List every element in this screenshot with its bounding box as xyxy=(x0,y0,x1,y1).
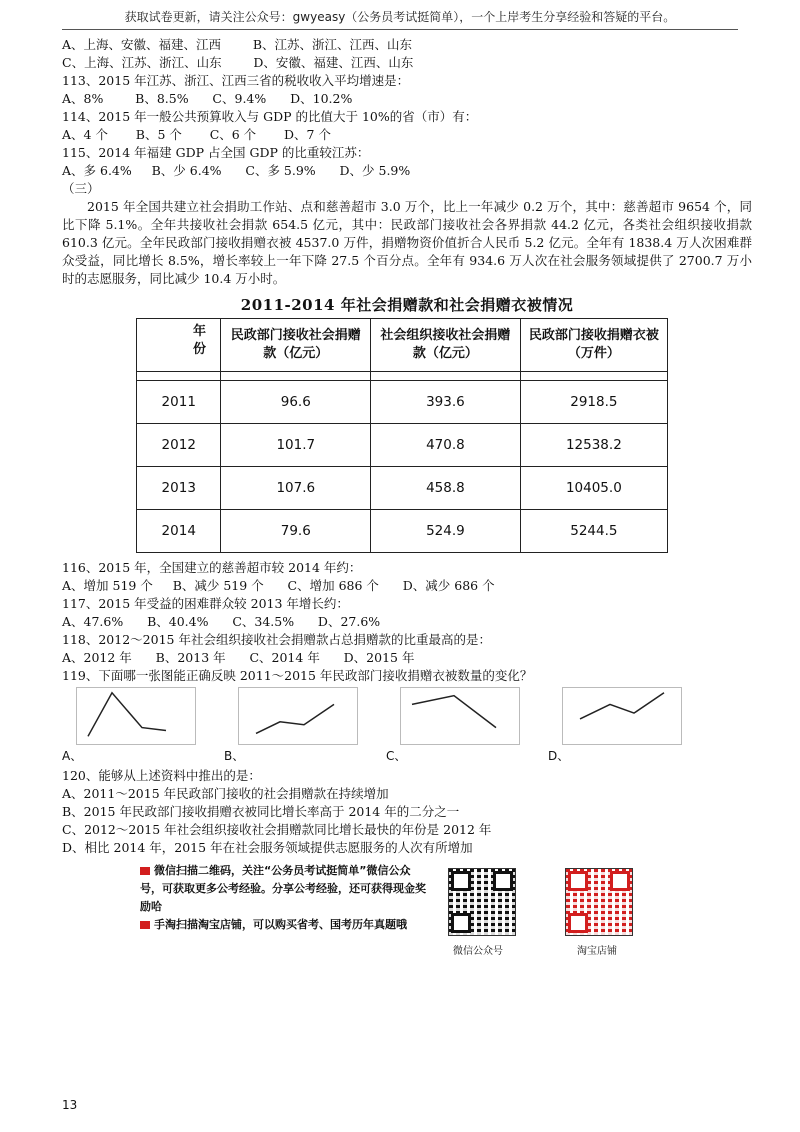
text-line: A、4 个 B、5 个 C、6 个 D、7 个 xyxy=(62,127,331,142)
mini-line-chart xyxy=(562,687,682,745)
text-line: D、相比 2014 年，2015 年在社会服务领域提供志愿服务的人次有所增加 xyxy=(62,840,473,855)
text-line: A、上海、安徽、福建、江西 B、江苏、浙江、江西、山东 xyxy=(62,37,413,52)
promo-text-taobao: 手淘扫描淘宝店铺，可以购买省考、国考历年真题哦 xyxy=(154,918,407,931)
chart-options xyxy=(62,687,752,765)
chart-series-line xyxy=(412,696,496,728)
text-line: A、多 6.4% B、少 6.4% C、多 5.9% D、少 5.9% xyxy=(62,163,411,178)
chart-option-label: C、 xyxy=(386,749,407,763)
question-block-bottom xyxy=(62,767,752,857)
table-row xyxy=(137,510,668,553)
table-cell: 96.6 xyxy=(221,381,371,424)
table-title: 2011-2014 年社会捐赠款和社会捐赠衣被情况 xyxy=(240,296,574,314)
text-line: 114、2015 年一般公共预算收入与 GDP 的比值大于 10%的省（市）有： xyxy=(62,109,478,124)
table-header-cell: 民政部门接收捐赠衣被（万件） xyxy=(520,319,667,372)
text-line: A、增加 519 个 B、减少 519 个 C、增加 686 个 D、减少 686 个 xyxy=(62,578,495,593)
table-cell: 5244.5 xyxy=(520,510,667,553)
table-cell: 470.8 xyxy=(371,424,521,467)
chart-option xyxy=(400,687,520,745)
table-cell: 2013 xyxy=(137,467,221,510)
banner-divider xyxy=(62,29,738,30)
text-line: C、2012～2015 年社会组织接收社会捐赠款同比增长最快的年份是 2012 年 xyxy=(62,822,492,837)
text-line: 115、2014 年福建 GDP 占全国 GDP 的比重较江苏： xyxy=(62,145,370,160)
promo-text-wechat: 微信扫描二维码，关注“公务员考试挺简单”微信公众号，可获取更多公考经验。分享公考经验，还可获得现金奖励哈 xyxy=(140,864,426,913)
chart-frame xyxy=(401,688,520,745)
text-line: 120、能够从上述资料中推出的是： xyxy=(62,768,261,783)
table-row xyxy=(137,424,668,467)
text-line: 118、2012～2015 年社会组织接收社会捐赠款占总捐赠款的比重最高的是： xyxy=(62,632,491,647)
table-cell: 2918.5 xyxy=(520,381,667,424)
text-line: 116、2015 年，全国建立的慈善超市较 2014 年约： xyxy=(62,560,362,575)
taobao-qr-caption: 淘宝店铺 xyxy=(577,946,617,957)
text-line: 113、2015 年江苏、浙江、江西三省的税收收入平均增速是： xyxy=(62,73,410,88)
question-block-top xyxy=(62,36,752,198)
table-spacer-row xyxy=(137,372,668,381)
mini-line-chart xyxy=(238,687,358,745)
table-header-cell: 年份 xyxy=(137,319,221,372)
chart-frame xyxy=(563,688,682,745)
promo-section xyxy=(140,862,640,962)
promo-text xyxy=(140,862,430,934)
chart-option-label: A、 xyxy=(62,749,83,763)
text-line: A、47.6% B、40.4% C、34.5% D、27.6% xyxy=(62,614,381,629)
table-cell: 524.9 xyxy=(371,510,521,553)
donation-table xyxy=(136,318,668,553)
chart-series-line xyxy=(580,693,664,719)
table-row xyxy=(137,467,668,510)
table-header-cell: 社会组织接收社会捐赠款（亿元） xyxy=(371,319,521,372)
table-cell: 10405.0 xyxy=(520,467,667,510)
question-block-mid xyxy=(62,559,752,685)
chart-option xyxy=(562,687,682,745)
text-line: （三） xyxy=(62,181,100,196)
text-line: 119、下面哪一张图能正确反映 2011～2015 年民政部门接收捐赠衣被数量的变化？ xyxy=(62,668,533,683)
taobao-qr-code xyxy=(565,868,633,936)
table-cell: 458.8 xyxy=(371,467,521,510)
table-cell: 101.7 xyxy=(221,424,371,467)
table-header-cell: 民政部门接收社会捐赠款（亿元） xyxy=(221,319,371,372)
text-line: B、2015 年民政部门接收捐赠衣被同比增长率高于 2014 年的二分之一 xyxy=(62,804,460,819)
table-cell: 79.6 xyxy=(221,510,371,553)
table-cell: 2011 xyxy=(137,381,221,424)
page-content xyxy=(62,36,752,857)
red-arrow-icon xyxy=(140,921,150,929)
wechat-qr-code xyxy=(448,868,516,936)
material-paragraph: 2015 年全国共建立社会捐助工作站、点和慈善超市 3.0 万个，比上一年减少 0.2 万个，其中：慈善超市 9654 个，同比下降 5.1%。全年共接收社会捐款 654.5 亿元，其中：民政部门接收社会各界捐款 44.2 亿元，各类社会组织接收捐款 610.3 亿元。全年民政部门接收捐赠衣被 4537.0 万件，捐赠物资价值折合人民币 5.2 亿元。全年有 1838.4 万人次困难群众受益，同比增长 8.5%，增长率较上一年下降 27.5 个百分点。全年有 934.6 万人次在社会服务领域提供了 2700.7 万小时的志愿服务，同比减少 10.4 万小时。 xyxy=(62,199,752,286)
table-row xyxy=(137,381,668,424)
text-line: A、2011～2015 年民政部门接收的社会捐赠款在持续增加 xyxy=(62,786,389,801)
table-cell: 12538.2 xyxy=(520,424,667,467)
chart-option-label: B、 xyxy=(224,749,245,763)
chart-option xyxy=(76,687,196,745)
wechat-qr-caption: 微信公众号 xyxy=(453,946,503,957)
text-line: 117、2015 年受益的困难群众较 2013 年增长约： xyxy=(62,596,349,611)
chart-option-label: D、 xyxy=(548,749,570,763)
chart-series-line xyxy=(256,704,334,733)
table-cell: 2012 xyxy=(137,424,221,467)
mini-line-chart xyxy=(400,687,520,745)
text-line: C、上海、江苏、浙江、山东 D、安徽、福建、江西、山东 xyxy=(62,55,414,70)
mini-line-chart xyxy=(76,687,196,745)
text-line: A、2012 年 B、2013 年 C、2014 年 D、2015 年 xyxy=(62,650,415,665)
page-number: 13 xyxy=(62,1098,78,1112)
chart-frame xyxy=(239,688,358,745)
red-arrow-icon xyxy=(140,867,150,875)
chart-frame xyxy=(77,688,196,745)
table-header-row xyxy=(137,319,668,372)
chart-series-line xyxy=(88,693,166,737)
text-line: A、8% B、8.5% C、9.4% D、10.2% xyxy=(62,91,353,106)
table-cell: 2014 xyxy=(137,510,221,553)
top-banner: 获取试卷更新，请关注公众号：gwyeasy（公务员考试挺简单），一个上岸考生分享经验和答疑的平台。 xyxy=(124,10,676,24)
chart-option xyxy=(238,687,358,745)
table-cell: 393.6 xyxy=(371,381,521,424)
table-cell: 107.6 xyxy=(221,467,371,510)
